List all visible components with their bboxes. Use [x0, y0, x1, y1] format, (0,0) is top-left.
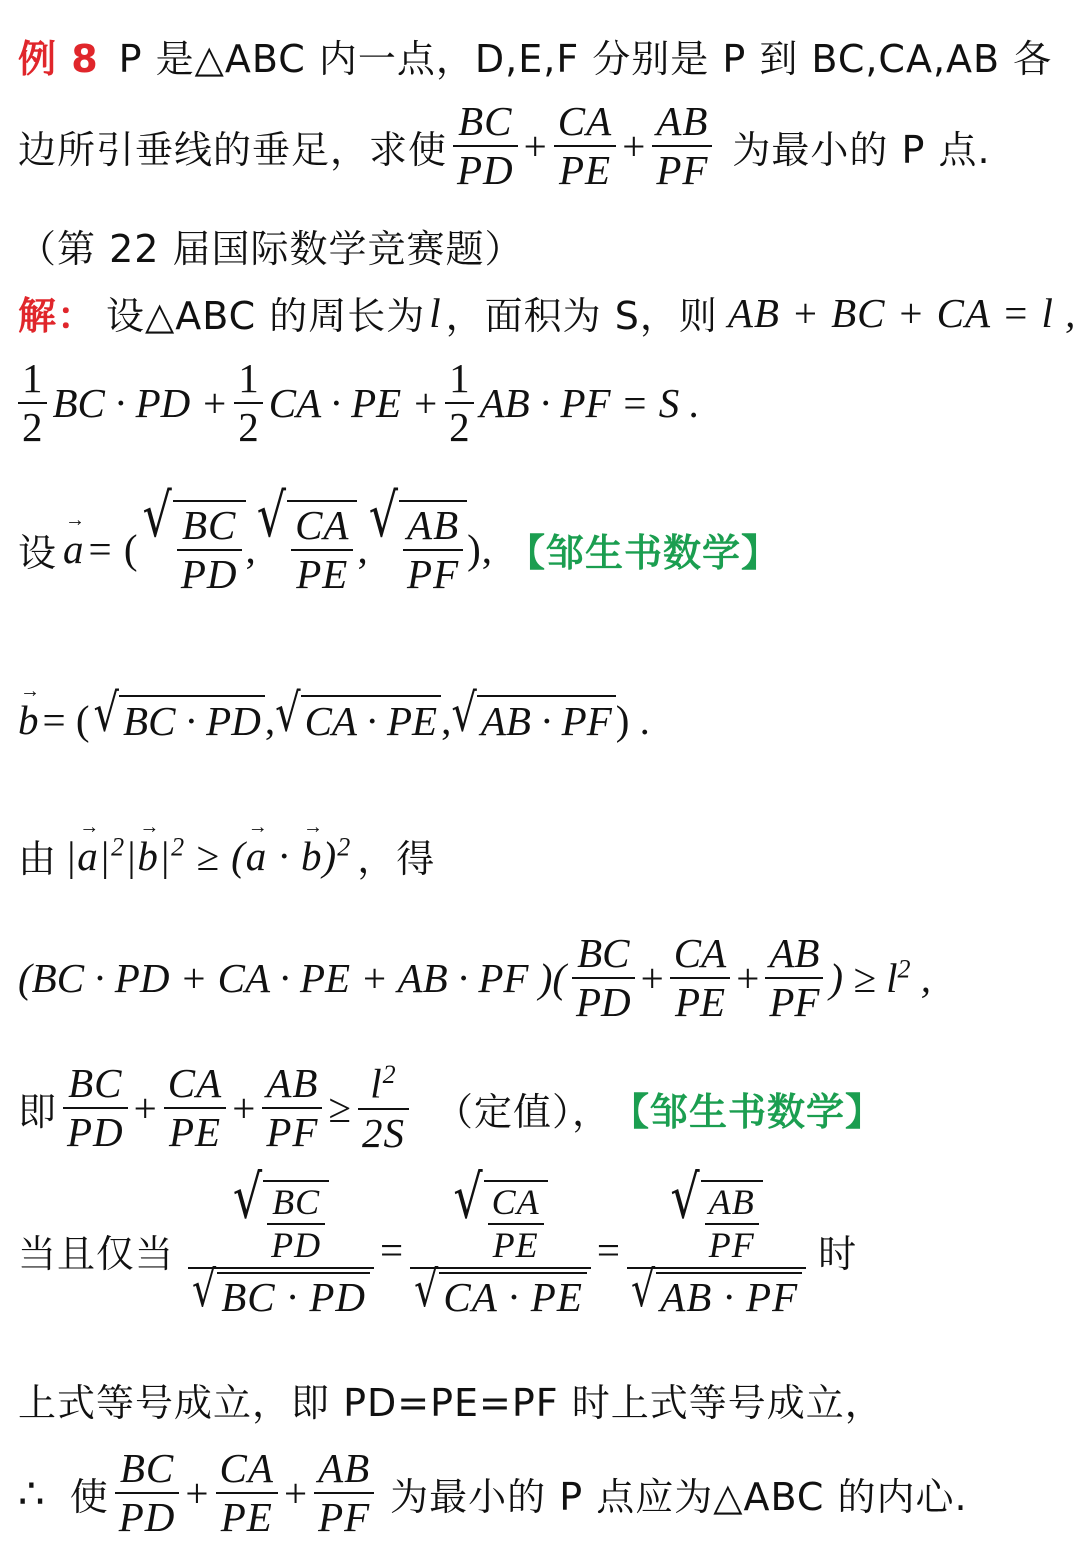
conclusion-text-a: 使	[69, 1474, 109, 1519]
equality-line: 上式等号成立，即 PD=PE=PF 时上式等号成立，	[18, 1381, 884, 1425]
get-text: ，得	[357, 837, 436, 881]
problem-text-2a: 边所引垂线的垂足，求使	[18, 127, 448, 172]
cauchy-line: 由 | → $a|^2|$ → $b|^2$ ≥ ( → a · → b)$^2$ ，得	[18, 815, 436, 881]
problem-source: （第 22 届国际数学竞赛题）	[18, 227, 524, 271]
area-formula: $\frac{1}{2}$ BC · PD + $\frac{1}{2}$ CA · PE + $\frac{1}{2}$ AB · PF = S .	[18, 355, 700, 451]
problem-line-2: 边所引垂线的垂足，求使 $\frac{BC}{PD}$ + $\frac{CA}{PE}$ + $\frac{AB}{PF}$ 为最小的 P 点.	[18, 98, 991, 194]
conclusion-line: ∴ 使 $\frac{BC}{PD}$ + $\frac{CA}{PE}$ + $\frac{AB}{PF}$ 为最小的 P 点应为△ABC 的内心.	[18, 1445, 968, 1541]
problem-text-2b: 为最小的 P 点.	[732, 127, 991, 172]
fraction-ca-pe: $\frac{CA}{PE}$	[554, 98, 616, 194]
conclusion-text-b: 为最小的 P 点应为△ABC 的内心.	[390, 1474, 968, 1519]
example-label: 例 8	[18, 37, 99, 81]
solution-line-1: 解： 设△ABC 的周长为 l ，面积为 S，则 AB + BC + CA = l ,	[18, 285, 1076, 340]
vector-a-line: 设 → a = ( √ $\frac{BC}{PD}$ , √ $\frac{CA}{PE}$ , √ $\frac{AB}{PF}$ ), 【邹生书数学】	[18, 480, 781, 598]
time-text: 时	[818, 1231, 858, 1276]
set-a-text: 设	[18, 530, 58, 575]
solution-text-1b: ，面积为 S，则	[445, 294, 718, 338]
result-inequality: 即 $\frac{BC}{PD}$ + $\frac{CA}{PE}$ + $\frac{AB}{PF}$ ≥ $\frac{l^2}{2S}$ （定值）， 【邹生书数学】	[18, 1060, 884, 1156]
vector-b-line: → b = ( √ BC · PD , √ CA · PE , √ AB · PF ) .	[18, 680, 650, 744]
fraction-bc-pd: $\frac{BC}{PD}$	[453, 98, 518, 194]
watermark-1: 【邹生书数学】	[507, 530, 781, 575]
fraction-ab-pf: $\frac{AB}{PF}$	[652, 98, 712, 194]
ie-text: 即	[18, 1089, 58, 1134]
therefore-symbol: ∴	[18, 1468, 46, 1518]
solution-label: 解：	[18, 294, 97, 338]
problem-text-1: P 是△ABC 内一点，D,E,F 分别是 P 到 BC,CA,AB 各	[118, 37, 1053, 81]
by-text: 由	[18, 837, 58, 881]
equality-condition: 当且仅当 √ $\frac{BC}{PD}$ √ BC · PD = √ $\frac{CA}{PE}$ √ CA · PE = √ $\frac{AB}{PF}$ √ AB · PF 时	[18, 1161, 858, 1320]
solution-text-1: 设△ABC 的周长为	[106, 294, 426, 338]
product-inequality: (BC · PD + CA · PE + AB · PF )( $\frac{BC}{PD}$ + $\frac{CA}{PE}$ + $\frac{AB}{PF}$ ) ≥ $l^2$ ,	[18, 930, 931, 1026]
watermark-2: 【邹生书数学】	[610, 1089, 884, 1134]
problem-line-1	[18, 28, 1052, 83]
constant-text: （定值），	[434, 1089, 611, 1134]
when-text: 当且仅当	[18, 1231, 175, 1276]
